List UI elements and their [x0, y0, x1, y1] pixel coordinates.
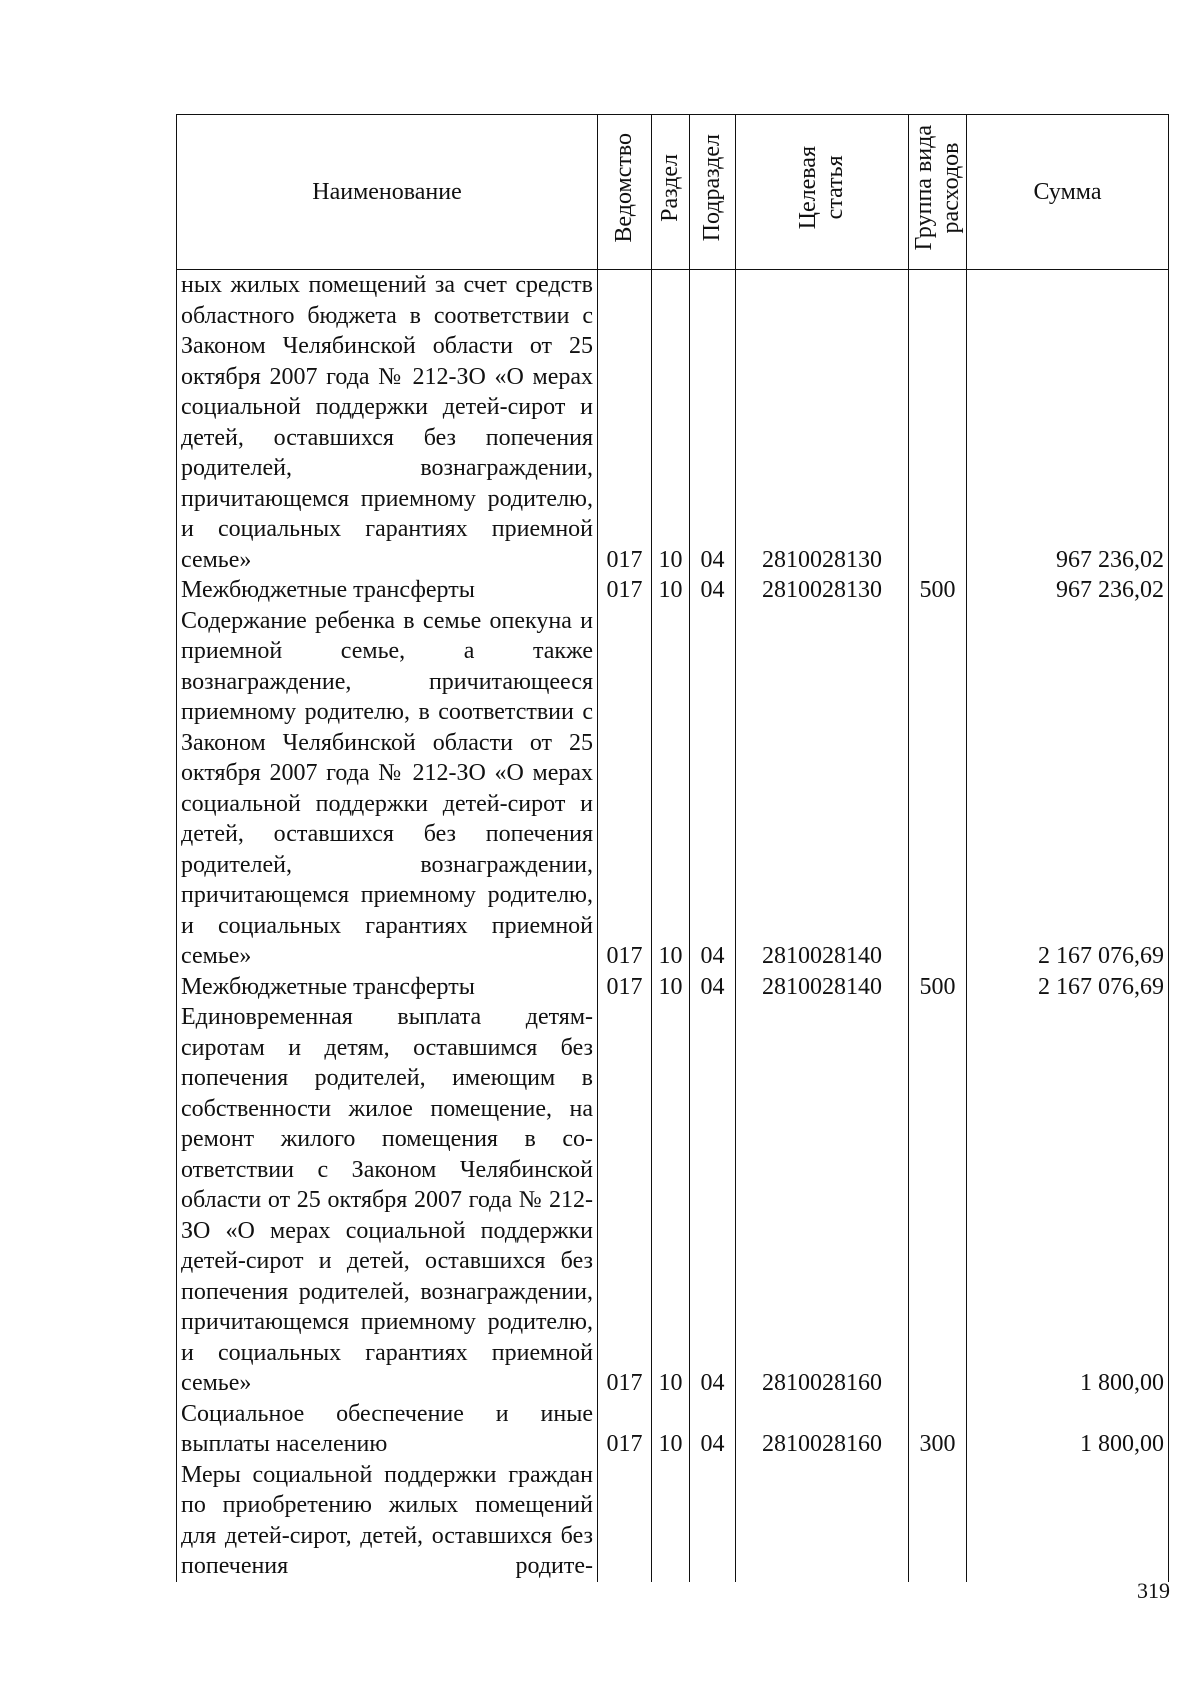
header-subsection: Подраздел — [690, 115, 736, 270]
row-subsection: 04 — [690, 606, 736, 972]
row-department: 017 — [598, 1399, 652, 1460]
row-department: 017 — [598, 972, 652, 1003]
table-header-row — [177, 115, 1169, 270]
row-target-article: 2810028140 — [736, 606, 909, 972]
budget-table — [176, 114, 1169, 1582]
row-section: 10 — [652, 1002, 690, 1399]
row-department: 017 — [598, 606, 652, 972]
row-target-article: 2810028130 — [736, 575, 909, 606]
header-department: Ведомство — [598, 115, 652, 270]
row-section: 10 — [652, 972, 690, 1003]
row-target-article: 2810028140 — [736, 972, 909, 1003]
table-row — [177, 972, 1169, 1003]
row-subsection: 04 — [690, 575, 736, 606]
row-section: 10 — [652, 575, 690, 606]
row-target-article — [736, 1460, 909, 1582]
row-name: Меры социальной поддержки граждан по приобретению жилых помещений для детей-сирот, детей, оставшихся без попечения родите- — [177, 1460, 598, 1582]
row-expense-group: 500 — [909, 972, 967, 1003]
row-department — [598, 1460, 652, 1582]
row-sum: 2 167 076,69 — [967, 972, 1169, 1003]
row-expense-group — [909, 1002, 967, 1399]
row-sum: 967 236,02 — [967, 270, 1169, 576]
header-expense-group: Группа вида расходов — [909, 115, 967, 270]
row-target-article: 2810028130 — [736, 270, 909, 576]
table-row — [177, 1460, 1169, 1582]
row-section — [652, 1460, 690, 1582]
row-department: 017 — [598, 1002, 652, 1399]
row-name: Содержание ребенка в семье опекуна и приемной семье, а также вознаграждение, причитающееся приемному родителю, в соответствии с Законом Челябинской области от 25 октября 2007 года № 212-ЗО «О мерах социальной поддержки детей-сирот и детей, оставшихся без попечения родителей, вознаграждении, причитающемся приемному родителю, и социальных гарантиях приемной семье» — [177, 606, 598, 972]
row-name: Межбюджетные трансферты — [177, 972, 598, 1003]
table-row — [177, 1399, 1169, 1460]
row-section: 10 — [652, 606, 690, 972]
row-name: Единовременная выплата детям-сиротам и детям, оставшимся без попечения родителей, имеющим в собственности жилое помещение, на ремонт жилого помещения в соответствии с Законом Челябинской области от 25 октября 2007 года № 212-ЗО «О мерах социальной поддержки детей-сирот и детей, оставшихся без попечения родителей, вознаграждении, причитающемся приемному родителю, и социальных гарантиях приемной семье» — [177, 1002, 598, 1399]
page-number: 319 — [1137, 1578, 1170, 1603]
row-subsection: 04 — [690, 1399, 736, 1460]
row-department: 017 — [598, 270, 652, 576]
header-name: Наименование — [177, 115, 598, 270]
row-sum: 1 800,00 — [967, 1399, 1169, 1460]
row-subsection: 04 — [690, 270, 736, 576]
row-sum — [967, 1460, 1169, 1582]
row-subsection — [690, 1460, 736, 1582]
row-sum: 1 800,00 — [967, 1002, 1169, 1399]
header-target-article: Целевая статья — [736, 115, 909, 270]
row-sum: 2 167 076,69 — [967, 606, 1169, 972]
table-row — [177, 1002, 1169, 1399]
row-subsection: 04 — [690, 972, 736, 1003]
row-sum: 967 236,02 — [967, 575, 1169, 606]
table-row — [177, 575, 1169, 606]
table-row — [177, 270, 1169, 576]
header-sum: Сумма — [967, 115, 1169, 270]
row-department: 017 — [598, 575, 652, 606]
row-subsection: 04 — [690, 1002, 736, 1399]
header-section: Раздел — [652, 115, 690, 270]
row-expense-group: 500 — [909, 575, 967, 606]
row-name: Социальное обеспечение и иные выплаты населению — [177, 1399, 598, 1460]
row-expense-group: 300 — [909, 1399, 967, 1460]
row-target-article: 2810028160 — [736, 1399, 909, 1460]
row-name: Межбюджетные трансферты — [177, 575, 598, 606]
row-section: 10 — [652, 1399, 690, 1460]
row-expense-group — [909, 606, 967, 972]
row-name: ных жилых помещений за счет средств областного бюджета в соответствии с Законом Челябинской области от 25 октября 2007 года № 212-ЗО «О мерах социальной поддержки детей-сирот и детей, оставшихся без попечения родителей, вознаграждении, причитающемся приемному родителю, и социальных гарантиях приемной семье» — [177, 270, 598, 576]
row-expense-group — [909, 270, 967, 576]
table-row — [177, 606, 1169, 972]
row-target-article: 2810028160 — [736, 1002, 909, 1399]
row-expense-group — [909, 1460, 967, 1582]
row-section: 10 — [652, 270, 690, 576]
